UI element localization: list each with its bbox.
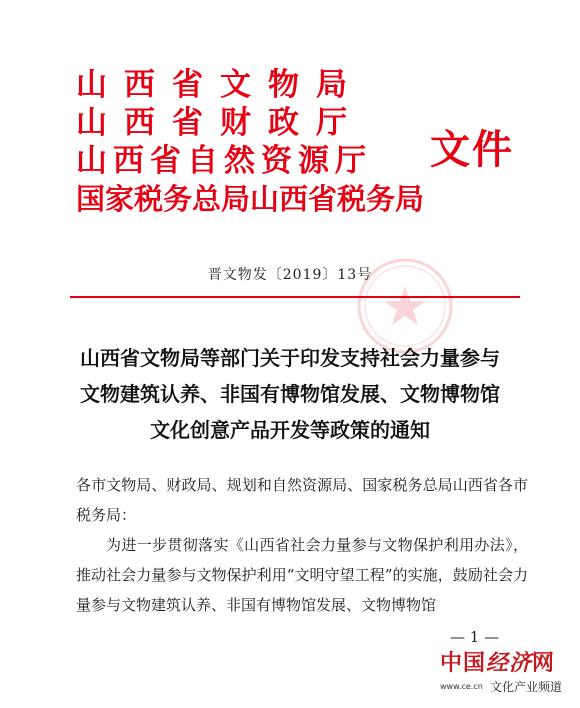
document-suffix: 文件 xyxy=(430,126,514,173)
ce-cn-watermark xyxy=(440,650,570,696)
title-line: 文化创意产品开发等政策的通知 xyxy=(150,418,430,442)
watermark-url: www.ce.cn xyxy=(440,682,483,691)
issuer-natural-resources-department: 山西省自然资源厅 xyxy=(76,143,372,179)
watermark-logo: 中国经济网 xyxy=(440,650,556,676)
issuer-tax-bureau: 国家税务总局山西省税务局 xyxy=(76,182,425,216)
title-line: 山西省文物局等部门关于印发支持社会力量参与 xyxy=(80,346,500,370)
issuing-authorities xyxy=(76,66,425,218)
issuer-finance-department: 山西省财政厅 xyxy=(76,105,364,141)
watermark-channel: 文化产业频道 xyxy=(490,680,563,694)
addressee: 各市文物局、财政局、规划和自然资源局、国家税务总局山西省各市税务局： xyxy=(76,476,528,524)
issuer-cultural-heritage-bureau: 山西省文物局 xyxy=(76,67,364,103)
document-number: 晋文物发〔2019〕13号 xyxy=(207,267,373,283)
red-divider-rule xyxy=(70,296,520,298)
document-body xyxy=(76,470,528,620)
page-number: — 1 — xyxy=(450,628,500,646)
document-title xyxy=(40,340,540,448)
body-paragraph: 为进一步贯彻落实《山西省社会力量参与文物保护利用办法》，推动社会力量参与文物保护利用“文明守望工程”的实施，鼓励社会力量参与文物建筑认养、非国有博物馆发展、文物博物馆 xyxy=(76,536,528,614)
title-line: 文物建筑认养、非国有博物馆发展、文物博物馆 xyxy=(80,382,500,406)
